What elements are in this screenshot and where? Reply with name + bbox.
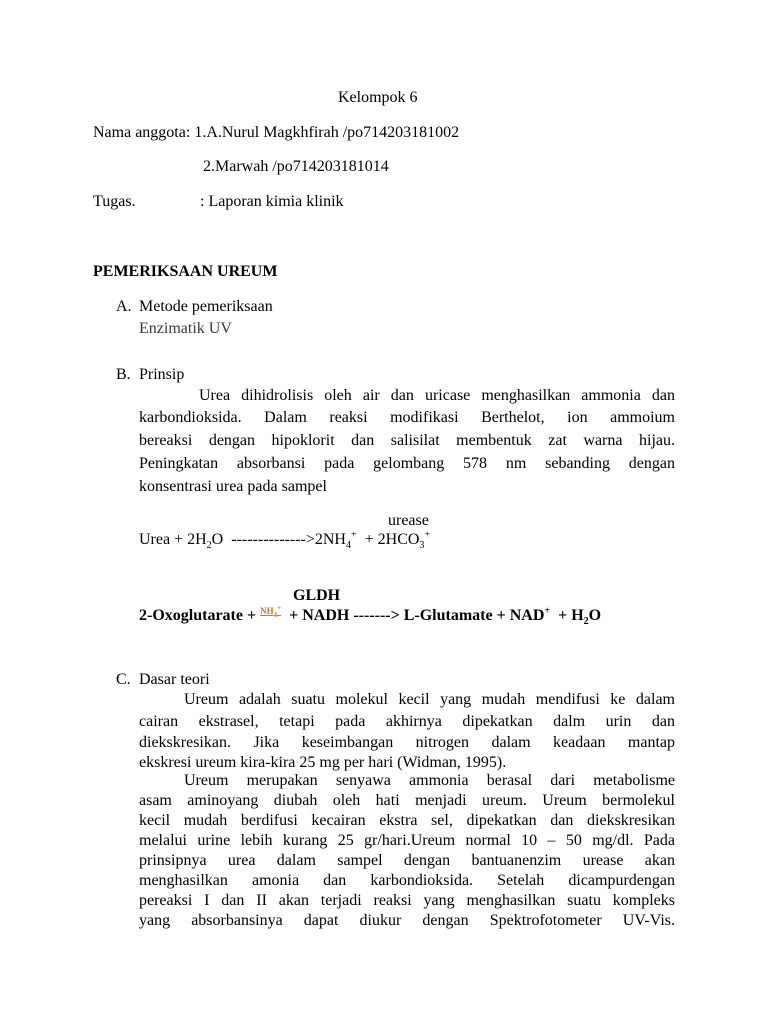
theory-line: Ureum merupakan senyawa ammonia berasal dari metabolisme bbox=[184, 772, 675, 789]
member-1: 1.A.Nurul Magkhfirah /po714203181002 bbox=[194, 124, 460, 141]
theory-line: ekskresi ureum kira-kira 25 mg per hari (Widman, 1995). bbox=[139, 754, 507, 771]
principle-line: konsentrasi urea pada sampel bbox=[139, 478, 327, 495]
principle-line: karbondioksida. Dalam reaksi modifikasi Berthelot, ion ammoium bbox=[139, 409, 675, 426]
equation-glutamate: 2-Oxoglutarate + $^{NH_4^+}$ + NADH -------> L-Glutamate + $NAD^+ + H_2O$ bbox=[139, 604, 602, 628]
section-b-letter: B. bbox=[116, 366, 131, 383]
principle-line: Urea dihidrolisis oleh air dan uricase menghasilkan ammonia dan bbox=[199, 387, 675, 404]
member-2: 2.Marwah /po714203181014 bbox=[203, 158, 389, 175]
theory-line: diekskresikan. Jika keseimbangan nitrogen dalam keadaan mantap bbox=[139, 734, 675, 751]
theory-line: kecil mudah berdifusi kecairan ekstra sel, dipekatkan dan diekskresikan bbox=[139, 812, 675, 829]
section-a-letter: A. bbox=[116, 298, 132, 315]
document-title: PEMERIKSAAN UREUM bbox=[93, 263, 278, 280]
section-a-body: Enzimatik UV bbox=[139, 320, 232, 337]
task-value: : Laporan kimia klinik bbox=[200, 193, 344, 210]
theory-line: pereaksi I dan II akan terjadi reaksi yang menghasilkan suatu kompleks bbox=[139, 892, 675, 909]
theory-line: melalui urine lebih kurang 25 gr/hari.Ureum normal 10 – 50 mg/dl. Pada bbox=[139, 832, 675, 849]
theory-line: yang absorbansinya dapat diukur dengan Spektrofotometer UV-Vis. bbox=[139, 912, 675, 929]
section-c-heading: Dasar teori bbox=[139, 671, 210, 688]
members-label: Nama anggota: 1.A.Nurul Magkhfirah /po714203181002 bbox=[93, 124, 460, 141]
section-a-heading: Metode pemeriksaan bbox=[139, 298, 273, 315]
principle-line: bereaksi dengan hipoklorit dan salisilat membentuk zat warna hijau. bbox=[139, 432, 675, 449]
section-b-heading: Prinsip bbox=[139, 366, 185, 383]
principle-line: Peningkatan absorbansi pada gelombang 578 nm sebanding dengan bbox=[139, 455, 675, 472]
equation-urea: Urea + $2H_2O$ $-------------->2NH_4^+ + 2HCO_3^+$ bbox=[139, 529, 431, 552]
theory-line: menghasilkan amonia dan karbondioksida. Setelah dicampurdengan bbox=[139, 872, 675, 889]
theory-line: Ureum adalah suatu molekul kecil yang mudah mendifusi ke dalam bbox=[184, 691, 675, 708]
enzyme-urease: urease bbox=[388, 512, 429, 529]
task-label: Tugas. bbox=[93, 193, 136, 210]
section-c-letter: C. bbox=[116, 671, 131, 688]
group-heading: Kelompok 6 bbox=[338, 89, 418, 106]
theory-line: cairan ekstrasel, tetapi pada akhirnya dipekatkan dalm urin dan bbox=[139, 713, 675, 730]
enzyme-gldh: GLDH bbox=[293, 587, 341, 604]
theory-line: asam aminoyang diubah oleh hati menjadi ureum. Ureum bermolekul bbox=[139, 792, 675, 809]
theory-line: prinsipnya urea dalam sampel dengan bantuanenzim urease akan bbox=[139, 852, 675, 869]
ammonium-link[interactable]: NH4+ bbox=[260, 604, 282, 619]
